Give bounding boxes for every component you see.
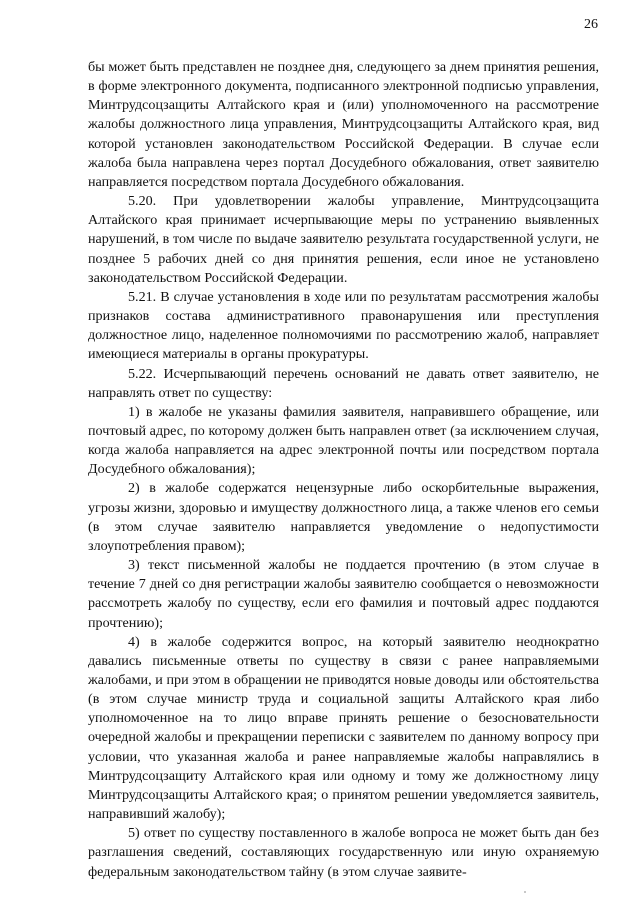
body-text	[88, 58, 599, 882]
list-item-2: 2) в жалобе содержатся нецензурные либо оскорбительные выражения, угрозы жизни, здоровью и имуществу должностного лица, а также членов его семьи (в этом случае заявителю направляется уведомление о недопустимости злоупотребления правом);	[88, 480, 599, 554]
paragraph-5-20: 5.20. При удовлетворении жалобы управление, Минтрудсоцзащита Алтайского края принимает исчерпывающие меры по устранению выявленных нарушений, в том числе по выдаче заявителю результата государственной услуги, не позднее 5 рабочих дней со дня принятия решения, если иное не установлено законодательством Российской Федерации.	[88, 193, 599, 286]
list-item-3: 3) текст письменной жалобы не поддается прочтению (в этом случае в течение 7 дней со дня регистрации жалобы заявителю сообщается о невозможности рассмотреть жалобу по существу, если его фамилия и почтовый адрес поддаются прочтению);	[88, 557, 599, 631]
paragraph-continuation: бы может быть представлен не позднее дня, следующего за днем принятия решения, в форме электронного документа, подписанного электронной подписью управления, Минтрудсоцзащиты Алтайского края и (или) уполномоченного на рассмотрение жалобы должностного лица управления, Минтрудсоцзащиты Алтайского края, вид которой установлен законодательством Российской Федерации. В случае если жалоба была направлена через портал Досудебного обжалования, ответ заявителю направляется посредством портала Досудебного обжалования.	[88, 59, 599, 190]
scan-speck	[524, 891, 526, 893]
page-number: 26	[584, 17, 598, 32]
paragraph-5-22: 5.22. Исчерпывающий перечень оснований не давать ответ заявителю, не направлять ответ по существу:	[88, 365, 599, 401]
list-item-5: 5) ответ по существу поставленного в жалобе вопроса не может быть дан без разглашения сведений, составляющих государственную или иную охраняемую федеральным законодательством тайну (в этом случае заявите-	[88, 825, 599, 880]
paragraph-5-21: 5.21. В случае установления в ходе или по результатам рассмотрения жалобы признаков состава административного правонарушения или преступления должностное лицо, наделенное полномочиями по рассмотрению жалоб, направляет имеющиеся материалы в органы прокуратуры.	[88, 288, 599, 363]
list-item-4: 4) в жалобе содержится вопрос, на который заявителю неоднократно давались письменные ответы по существу в связи с ранее направляемыми жалобами, и при этом в обращении не приводятся новые доводы или обстоятельства (в этом случае министр труда и социальной защиты Алтайского края либо уполномоченное на то лицо вправе принять решение о безосновательности очередной жалобы и прекращении переписки с заявителем по данному вопросу при условии, что указанная жалоба и ранее направляемые жалобы направлялись в Минтрудсоцзащиту Алтайского края или одному и тому же должностному лицу Минтрудсоцзащиты Алтайского края; о принятом решении уведомляется заявитель, направивший жалобу);	[88, 633, 599, 823]
list-item-1: 1) в жалобе не указаны фамилия заявителя, направившего обращение, или почтовый адрес, по которому должен быть направлен ответ (за исключением случая, когда жалоба направляется на адрес электронной почты или посредством портала Досудебного обжалования);	[88, 403, 599, 478]
